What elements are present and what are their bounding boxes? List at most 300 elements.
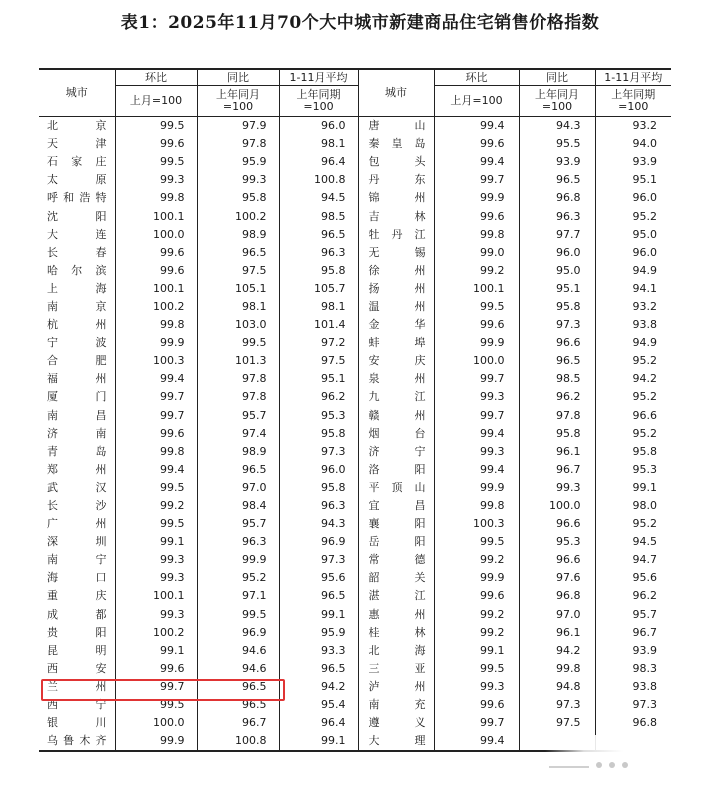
yoy-cell-right: 96.0 xyxy=(519,244,595,262)
yoy-cell-right: 96.6 xyxy=(519,334,595,352)
city-cell-left: 宁波 xyxy=(47,336,107,350)
yoy-cell-right: 99.8 xyxy=(519,660,595,678)
table-row xyxy=(39,171,671,189)
avg-cell-left: 98.1 xyxy=(279,135,358,153)
city-cell-right: 惠州 xyxy=(358,606,434,624)
mom-cell-right: 99.1 xyxy=(480,643,505,657)
mom-cell-left: 99.4 xyxy=(115,461,197,479)
yoy-cell-left: 98.4 xyxy=(197,497,279,515)
city-cell-left: 郑州 xyxy=(47,462,107,476)
table-row xyxy=(39,660,671,678)
yoy-cell-right: 96.2 xyxy=(519,388,595,406)
header-yoy-left: 同比 xyxy=(197,69,279,86)
watermark-bar xyxy=(549,766,589,768)
avg-cell-right: 94.1 xyxy=(595,280,671,298)
yoy-cell-left: 95.7 xyxy=(197,515,279,533)
table-row xyxy=(39,352,671,370)
table-row xyxy=(39,569,671,587)
city-cell-left: 厦门 xyxy=(47,390,107,404)
table-row xyxy=(39,189,671,207)
header-avg-base-left: 上年同期=100 xyxy=(279,86,358,117)
table-row xyxy=(39,135,671,153)
header-yoy-base-left: 上年同月=100 xyxy=(197,86,279,117)
mom-cell-left: 99.3 xyxy=(115,551,197,569)
yoy-cell-left: 94.6 xyxy=(197,642,279,660)
yoy-cell-left: 96.5 xyxy=(197,696,279,714)
avg-cell-right: 93.8 xyxy=(595,316,671,334)
yoy-cell-right: 95.8 xyxy=(519,425,595,443)
yoy-cell-right: 95.0 xyxy=(519,262,595,280)
yoy-cell-right: 96.5 xyxy=(519,171,595,189)
yoy-cell-right: 96.5 xyxy=(519,352,595,370)
table-row xyxy=(39,117,671,136)
mom-cell-left: 100.2 xyxy=(115,298,197,316)
city-cell-left: 兰州 xyxy=(47,679,107,693)
mom-cell-left: 99.4 xyxy=(115,370,197,388)
yoy-cell-left: 103.0 xyxy=(197,316,279,334)
avg-cell-left: 96.2 xyxy=(279,388,358,406)
avg-cell-right: 95.2 xyxy=(595,388,671,406)
yoy-cell-left: 96.5 xyxy=(197,461,279,479)
table-row xyxy=(39,515,671,533)
mom-cell-left: 99.5 xyxy=(115,515,197,533)
avg-cell-right: 93.2 xyxy=(595,117,671,136)
mom-cell-left: 99.8 xyxy=(115,316,197,334)
yoy-cell-left: 100.8 xyxy=(197,732,279,751)
mom-cell-left: 100.2 xyxy=(115,624,197,642)
avg-cell-left: 93.3 xyxy=(279,642,358,660)
avg-cell-right: 95.7 xyxy=(595,606,671,624)
city-cell-left: 南昌 xyxy=(47,408,107,422)
yoy-cell-right: 95.3 xyxy=(519,533,595,551)
mom-cell-right: 99.5 xyxy=(480,661,505,675)
yoy-cell-right: 96.8 xyxy=(519,587,595,605)
avg-cell-right: 96.0 xyxy=(595,189,671,207)
table-row xyxy=(39,280,671,298)
yoy-cell-right: 95.1 xyxy=(519,280,595,298)
avg-cell-left: 96.9 xyxy=(279,533,358,551)
yoy-cell-right: 97.3 xyxy=(519,696,595,714)
table-row xyxy=(39,551,671,569)
yoy-cell-left: 96.5 xyxy=(197,244,279,262)
yoy-cell-right: 100.0 xyxy=(519,497,595,515)
yoy-cell-left: 97.9 xyxy=(197,117,279,136)
yoy-cell-right: 96.8 xyxy=(519,189,595,207)
yoy-cell-left: 99.3 xyxy=(197,171,279,189)
mom-cell-right: 99.3 xyxy=(480,444,505,458)
yoy-cell-left: 95.2 xyxy=(197,569,279,587)
city-cell-left: 石家庄 xyxy=(47,155,107,169)
avg-cell-left: 96.0 xyxy=(279,117,358,136)
city-cell-right: 济宁 xyxy=(358,443,434,461)
yoy-cell-right: 96.1 xyxy=(519,624,595,642)
city-cell-right: 北海 xyxy=(358,642,434,660)
yoy-cell-right: 99.3 xyxy=(519,479,595,497)
yoy-cell-right: 94.3 xyxy=(519,117,595,136)
mom-cell-right: 99.0 xyxy=(480,245,505,259)
header-yoy-base-right: 上年同月=100 xyxy=(519,86,595,117)
avg-cell-left: 99.1 xyxy=(279,732,358,751)
city-cell-left: 杭州 xyxy=(47,318,107,332)
avg-cell-right: 93.9 xyxy=(595,153,671,171)
mom-cell-left: 99.7 xyxy=(115,678,197,696)
avg-cell-right: 96.6 xyxy=(595,407,671,425)
table-row xyxy=(39,443,671,461)
avg-cell-right: 93.2 xyxy=(595,298,671,316)
city-cell-left: 上海 xyxy=(47,281,107,295)
avg-cell-left: 96.5 xyxy=(279,587,358,605)
table-row xyxy=(39,334,671,352)
yoy-cell-left: 97.1 xyxy=(197,587,279,605)
mom-cell-right: 99.4 xyxy=(480,119,505,133)
mom-cell-right: 99.6 xyxy=(480,209,505,223)
table-row xyxy=(39,226,671,244)
avg-cell-right: 98.3 xyxy=(595,660,671,678)
city-cell-left: 南宁 xyxy=(47,553,107,567)
header-city-right: 城市 xyxy=(358,69,434,117)
yoy-cell-left: 98.9 xyxy=(197,443,279,461)
city-cell-left: 青岛 xyxy=(47,444,107,458)
mom-cell-left: 99.9 xyxy=(115,732,197,751)
header-mom-right: 环比 xyxy=(434,69,519,86)
avg-cell-right: 95.8 xyxy=(595,443,671,461)
avg-cell-left: 95.1 xyxy=(279,370,358,388)
mom-cell-right: 99.4 xyxy=(480,155,505,169)
city-cell-left: 太原 xyxy=(47,173,107,187)
city-cell-left: 沈阳 xyxy=(47,209,107,223)
avg-cell-right: 95.0 xyxy=(595,226,671,244)
avg-cell-right: 93.9 xyxy=(595,642,671,660)
yoy-cell-right: 97.6 xyxy=(519,569,595,587)
city-cell-left: 银川 xyxy=(47,716,107,730)
city-cell-left: 哈尔滨 xyxy=(47,263,107,277)
avg-cell-left: 95.8 xyxy=(279,425,358,443)
avg-cell-right: 94.5 xyxy=(595,533,671,551)
mom-cell-right: 99.3 xyxy=(480,390,505,404)
avg-cell-right: 95.6 xyxy=(595,569,671,587)
city-cell-right: 烟台 xyxy=(358,425,434,443)
mom-cell-left: 99.7 xyxy=(115,407,197,425)
mom-cell-right: 99.6 xyxy=(480,318,505,332)
mom-cell-right: 99.2 xyxy=(480,553,505,567)
yoy-cell-left: 97.8 xyxy=(197,370,279,388)
avg-cell-left: 95.6 xyxy=(279,569,358,587)
avg-cell-right: 96.8 xyxy=(595,714,671,732)
city-cell-right: 遵义 xyxy=(358,714,434,732)
mom-cell-left: 99.5 xyxy=(115,696,197,714)
mom-cell-right: 99.2 xyxy=(480,607,505,621)
watermark-overlay xyxy=(545,735,675,777)
city-cell-right: 平顶山 xyxy=(358,479,434,497)
city-cell-left: 天津 xyxy=(47,137,107,151)
mom-cell-left: 99.6 xyxy=(115,135,197,153)
city-cell-right: 徐州 xyxy=(358,262,434,280)
table-body xyxy=(39,117,671,752)
table-row xyxy=(39,587,671,605)
city-cell-left: 重庆 xyxy=(47,589,107,603)
yoy-cell-left: 101.3 xyxy=(197,352,279,370)
avg-cell-left: 96.3 xyxy=(279,244,358,262)
city-cell-left: 西宁 xyxy=(47,698,107,712)
yoy-cell-right: 97.3 xyxy=(519,316,595,334)
city-cell-right: 包头 xyxy=(358,153,434,171)
avg-cell-left: 95.4 xyxy=(279,696,358,714)
yoy-cell-right: 98.5 xyxy=(519,370,595,388)
avg-cell-right: 95.2 xyxy=(595,425,671,443)
table-row xyxy=(39,425,671,443)
avg-cell-left: 100.8 xyxy=(279,171,358,189)
yoy-cell-right: 96.7 xyxy=(519,461,595,479)
avg-cell-left: 105.7 xyxy=(279,280,358,298)
table-row xyxy=(39,533,671,551)
city-cell-right: 襄阳 xyxy=(358,515,434,533)
table-row xyxy=(39,153,671,171)
avg-cell-left: 95.8 xyxy=(279,262,358,280)
avg-cell-left: 97.3 xyxy=(279,551,358,569)
yoy-cell-left: 96.7 xyxy=(197,714,279,732)
mom-cell-left: 100.3 xyxy=(115,352,197,370)
mom-cell-right: 100.0 xyxy=(473,354,505,368)
avg-cell-right: 95.2 xyxy=(595,352,671,370)
city-cell-right: 丹东 xyxy=(358,171,434,189)
avg-cell-right: 96.7 xyxy=(595,624,671,642)
yoy-cell-left: 100.2 xyxy=(197,207,279,225)
mom-cell-right: 100.3 xyxy=(473,517,505,531)
page-title: 表1：2025年11月70个大中城市新建商品住宅销售价格指数 xyxy=(120,13,600,33)
mom-cell-right: 99.9 xyxy=(480,480,505,494)
table-row xyxy=(39,479,671,497)
yoy-cell-left: 95.7 xyxy=(197,407,279,425)
mom-cell-right: 99.8 xyxy=(480,227,505,241)
mom-cell-left: 99.5 xyxy=(115,117,197,136)
city-cell-right: 泉州 xyxy=(358,370,434,388)
mom-cell-right: 99.7 xyxy=(480,173,505,187)
city-cell-left: 武汉 xyxy=(47,480,107,494)
mom-cell-left: 100.1 xyxy=(115,280,197,298)
yoy-cell-right: 94.2 xyxy=(519,642,595,660)
avg-cell-left: 99.1 xyxy=(279,606,358,624)
avg-cell-right: 94.7 xyxy=(595,551,671,569)
city-cell-right: 蚌埠 xyxy=(358,334,434,352)
city-cell-left: 贵阳 xyxy=(47,625,107,639)
table-row xyxy=(39,461,671,479)
avg-cell-left: 94.3 xyxy=(279,515,358,533)
avg-cell-right: 94.0 xyxy=(595,135,671,153)
mom-cell-left: 99.8 xyxy=(115,443,197,461)
yoy-cell-right: 95.5 xyxy=(519,135,595,153)
yoy-cell-right: 97.5 xyxy=(519,714,595,732)
table-row xyxy=(39,407,671,425)
city-cell-right: 吉林 xyxy=(358,207,434,225)
city-cell-right: 洛阳 xyxy=(358,461,434,479)
avg-cell-left: 98.1 xyxy=(279,298,358,316)
city-cell-left: 济南 xyxy=(47,426,107,440)
avg-cell-right: 96.0 xyxy=(595,244,671,262)
city-cell-right: 无锡 xyxy=(358,244,434,262)
city-cell-left: 北京 xyxy=(47,119,107,133)
avg-cell-right: 97.3 xyxy=(595,696,671,714)
mom-cell-right: 99.5 xyxy=(480,299,505,313)
watermark-dots xyxy=(596,762,628,768)
header-mom-base-left: 上月=100 xyxy=(115,86,197,117)
mom-cell-right: 99.9 xyxy=(480,571,505,585)
table-row xyxy=(39,497,671,515)
yoy-cell-left: 97.8 xyxy=(197,135,279,153)
city-cell-right: 温州 xyxy=(358,298,434,316)
city-cell-right: 三亚 xyxy=(358,660,434,678)
mom-cell-left: 99.1 xyxy=(115,533,197,551)
avg-cell-left: 96.5 xyxy=(279,226,358,244)
avg-cell-left: 95.8 xyxy=(279,479,358,497)
mom-cell-right: 99.9 xyxy=(480,191,505,205)
mom-cell-right: 99.6 xyxy=(480,589,505,603)
city-cell-left: 长春 xyxy=(47,245,107,259)
yoy-cell-right: 96.1 xyxy=(519,443,595,461)
mom-cell-left: 100.0 xyxy=(115,226,197,244)
city-cell-right: 牡丹江 xyxy=(358,226,434,244)
yoy-cell-left: 98.1 xyxy=(197,298,279,316)
city-cell-right: 宜昌 xyxy=(358,497,434,515)
yoy-cell-left: 94.6 xyxy=(197,660,279,678)
city-cell-right: 锦州 xyxy=(358,189,434,207)
table-row xyxy=(39,298,671,316)
mom-cell-left: 99.7 xyxy=(115,388,197,406)
yoy-cell-left: 97.0 xyxy=(197,479,279,497)
avg-cell-right: 93.8 xyxy=(595,678,671,696)
highlight-box-xian xyxy=(41,679,285,701)
mom-cell-left: 99.6 xyxy=(115,262,197,280)
city-cell-right: 金华 xyxy=(358,316,434,334)
yoy-cell-left: 96.5 xyxy=(197,678,279,696)
yoy-cell-right: 97.7 xyxy=(519,226,595,244)
header-avg-right: 1-11月平均 xyxy=(595,69,671,86)
table-row xyxy=(39,624,671,642)
yoy-cell-left: 95.8 xyxy=(197,189,279,207)
city-cell-right: 秦皇岛 xyxy=(358,135,434,153)
avg-cell-right: 95.2 xyxy=(595,515,671,533)
avg-cell-left: 97.2 xyxy=(279,334,358,352)
city-cell-left: 南京 xyxy=(47,299,107,313)
yoy-cell-left: 96.3 xyxy=(197,533,279,551)
avg-cell-right: 98.0 xyxy=(595,497,671,515)
mom-cell-left: 99.1 xyxy=(115,642,197,660)
mom-cell-left: 99.3 xyxy=(115,171,197,189)
yoy-cell-right: 97.0 xyxy=(519,606,595,624)
mom-cell-left: 99.9 xyxy=(115,334,197,352)
avg-cell-left: 94.5 xyxy=(279,189,358,207)
yoy-cell-right: 96.6 xyxy=(519,515,595,533)
avg-cell-right: 94.2 xyxy=(595,370,671,388)
header-city-left: 城市 xyxy=(39,69,115,117)
mom-cell-left: 99.6 xyxy=(115,244,197,262)
avg-cell-left: 98.5 xyxy=(279,207,358,225)
mom-cell-left: 99.2 xyxy=(115,497,197,515)
city-cell-right: 大理 xyxy=(358,732,434,751)
city-cell-right: 常德 xyxy=(358,551,434,569)
mom-cell-left: 99.5 xyxy=(115,153,197,171)
table-row xyxy=(39,388,671,406)
mom-cell-right: 99.2 xyxy=(480,625,505,639)
city-cell-right: 桂林 xyxy=(358,624,434,642)
yoy-cell-left: 97.4 xyxy=(197,425,279,443)
yoy-cell-left: 99.5 xyxy=(197,334,279,352)
mom-cell-right: 99.8 xyxy=(480,499,505,513)
yoy-cell-right: 95.8 xyxy=(519,298,595,316)
city-cell-left: 长沙 xyxy=(47,499,107,513)
table-row xyxy=(39,370,671,388)
yoy-cell-right: 96.3 xyxy=(519,207,595,225)
yoy-cell-right: 94.8 xyxy=(519,678,595,696)
city-cell-right: 泸州 xyxy=(358,678,434,696)
avg-cell-left: 97.3 xyxy=(279,443,358,461)
mom-cell-right: 99.7 xyxy=(480,372,505,386)
city-cell-left: 大连 xyxy=(47,227,107,241)
mom-cell-left: 99.6 xyxy=(115,425,197,443)
table-row xyxy=(39,316,671,334)
city-cell-right: 韶关 xyxy=(358,569,434,587)
avg-cell-left: 96.3 xyxy=(279,497,358,515)
mom-cell-right: 99.4 xyxy=(480,426,505,440)
avg-cell-right: 95.1 xyxy=(595,171,671,189)
avg-cell-left: 96.4 xyxy=(279,153,358,171)
city-cell-right: 岳阳 xyxy=(358,533,434,551)
mom-cell-right: 99.9 xyxy=(480,336,505,350)
yoy-cell-right: 97.8 xyxy=(519,407,595,425)
city-cell-left: 广州 xyxy=(47,517,107,531)
table-row xyxy=(39,642,671,660)
mom-cell-left: 100.0 xyxy=(115,714,197,732)
city-cell-left: 深圳 xyxy=(47,535,107,549)
mom-cell-left: 100.1 xyxy=(115,587,197,605)
avg-cell-right: 95.2 xyxy=(595,207,671,225)
city-cell-right: 安庆 xyxy=(358,352,434,370)
mom-cell-right: 99.6 xyxy=(480,698,505,712)
yoy-cell-left: 96.9 xyxy=(197,624,279,642)
city-cell-left: 西安 xyxy=(47,661,107,675)
avg-cell-left: 96.4 xyxy=(279,714,358,732)
avg-cell-left: 96.0 xyxy=(279,461,358,479)
mom-cell-left: 99.6 xyxy=(115,660,197,678)
city-cell-right: 唐山 xyxy=(358,117,434,136)
city-cell-right: 南充 xyxy=(358,696,434,714)
avg-cell-right: 99.1 xyxy=(595,479,671,497)
yoy-cell-left: 99.5 xyxy=(197,606,279,624)
mom-cell-right: 100.1 xyxy=(473,281,505,295)
avg-cell-right: 94.9 xyxy=(595,262,671,280)
mom-cell-right: 99.5 xyxy=(480,535,505,549)
table-row xyxy=(39,262,671,280)
mom-cell-left: 99.3 xyxy=(115,569,197,587)
yoy-cell-left: 97.8 xyxy=(197,388,279,406)
header-mom-base-right: 上月=100 xyxy=(434,86,519,117)
city-cell-left: 乌鲁木齐 xyxy=(39,732,115,751)
city-cell-right: 赣州 xyxy=(358,407,434,425)
mom-cell-right: 99.4 xyxy=(480,462,505,476)
yoy-cell-right: 93.9 xyxy=(519,153,595,171)
city-cell-right: 扬州 xyxy=(358,280,434,298)
table-row xyxy=(39,714,671,732)
header-yoy-right: 同比 xyxy=(519,69,595,86)
city-cell-left: 福州 xyxy=(47,372,107,386)
mom-cell-right: 99.7 xyxy=(480,716,505,730)
avg-cell-right: 94.9 xyxy=(595,334,671,352)
avg-cell-left: 95.9 xyxy=(279,624,358,642)
mom-cell-left: 100.1 xyxy=(115,207,197,225)
avg-cell-right: 96.2 xyxy=(595,587,671,605)
mom-cell-right: 99.6 xyxy=(480,137,505,151)
yoy-cell-left: 97.5 xyxy=(197,262,279,280)
city-cell-right: 九江 xyxy=(358,388,434,406)
